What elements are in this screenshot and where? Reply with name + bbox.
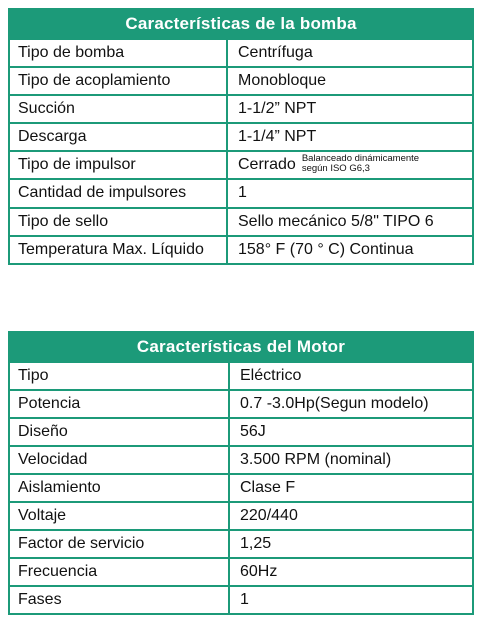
row-label: Succión [10, 96, 228, 122]
table-row [10, 207, 472, 235]
row-value: Monobloque [238, 72, 327, 90]
table-row [10, 122, 472, 150]
row-label: Potencia [10, 391, 230, 417]
table-row [10, 557, 472, 585]
row-value: 1 [240, 591, 249, 608]
row-value: 1,25 [240, 535, 272, 552]
pump-specs-table [8, 8, 474, 265]
row-label: Tipo [10, 363, 230, 389]
row-label: Tipo de bomba [10, 40, 228, 66]
row-value: 1-1/4” NPT [238, 128, 317, 146]
table-row [10, 38, 472, 66]
table-row [10, 178, 472, 206]
table-row [10, 235, 472, 263]
row-label: Descarga [10, 124, 228, 150]
row-label: Temperatura Max. Líquido [10, 237, 228, 263]
row-label: Aislamiento [10, 475, 230, 501]
row-label: Cantidad de impulsores [10, 180, 228, 206]
motor-specs-table [8, 331, 474, 615]
impeller-note [302, 154, 419, 174]
row-value: Centrífuga [238, 44, 313, 61]
table-row [10, 585, 472, 613]
row-value [228, 152, 472, 178]
row-value: 1 [238, 184, 247, 202]
table-row [10, 473, 472, 501]
row-label: Tipo de impulsor [10, 152, 228, 178]
row-label: Diseño [10, 419, 230, 445]
motor-specs-title: Características del Motor [10, 333, 472, 361]
table-row [10, 445, 472, 473]
table-row [10, 361, 472, 389]
row-label: Voltaje [10, 503, 230, 529]
table-row [10, 501, 472, 529]
row-value: 158° F (70 ° C) Continua [238, 240, 414, 258]
table-row [10, 66, 472, 94]
impeller-note-line-2: según ISO G6,3 [301, 163, 370, 175]
row-label: Velocidad [10, 447, 230, 473]
row-value: 1-1/2” NPT [238, 100, 317, 118]
impeller-type-value: Cerrado [238, 156, 296, 174]
pump-specs-title: Características de la bomba [10, 10, 472, 38]
row-value: 220/440 [240, 507, 298, 524]
table-row [10, 94, 472, 122]
row-label: Fases [10, 587, 230, 613]
table-row [10, 389, 472, 417]
row-value: 0.7 -3.0Hp(Segun modelo) [240, 395, 429, 412]
row-label: Tipo de acoplamiento [10, 68, 228, 94]
row-value: Sello mecánico 5/8" TIPO 6 [238, 212, 434, 230]
row-value: Eléctrico [240, 367, 302, 384]
impeller-note-line-1: Balanceado dinámicamente [301, 153, 420, 165]
row-label: Frecuencia [10, 559, 230, 585]
row-label: Factor de servicio [10, 531, 230, 557]
row-value: 60Hz [240, 563, 278, 580]
row-value: Clase F [240, 479, 296, 496]
table-row [10, 150, 472, 178]
table-row [10, 529, 472, 557]
row-value: 3.500 RPM (nominal) [240, 451, 392, 468]
table-row [10, 417, 472, 445]
row-label: Tipo de sello [10, 209, 228, 235]
row-value: 56J [240, 423, 266, 440]
